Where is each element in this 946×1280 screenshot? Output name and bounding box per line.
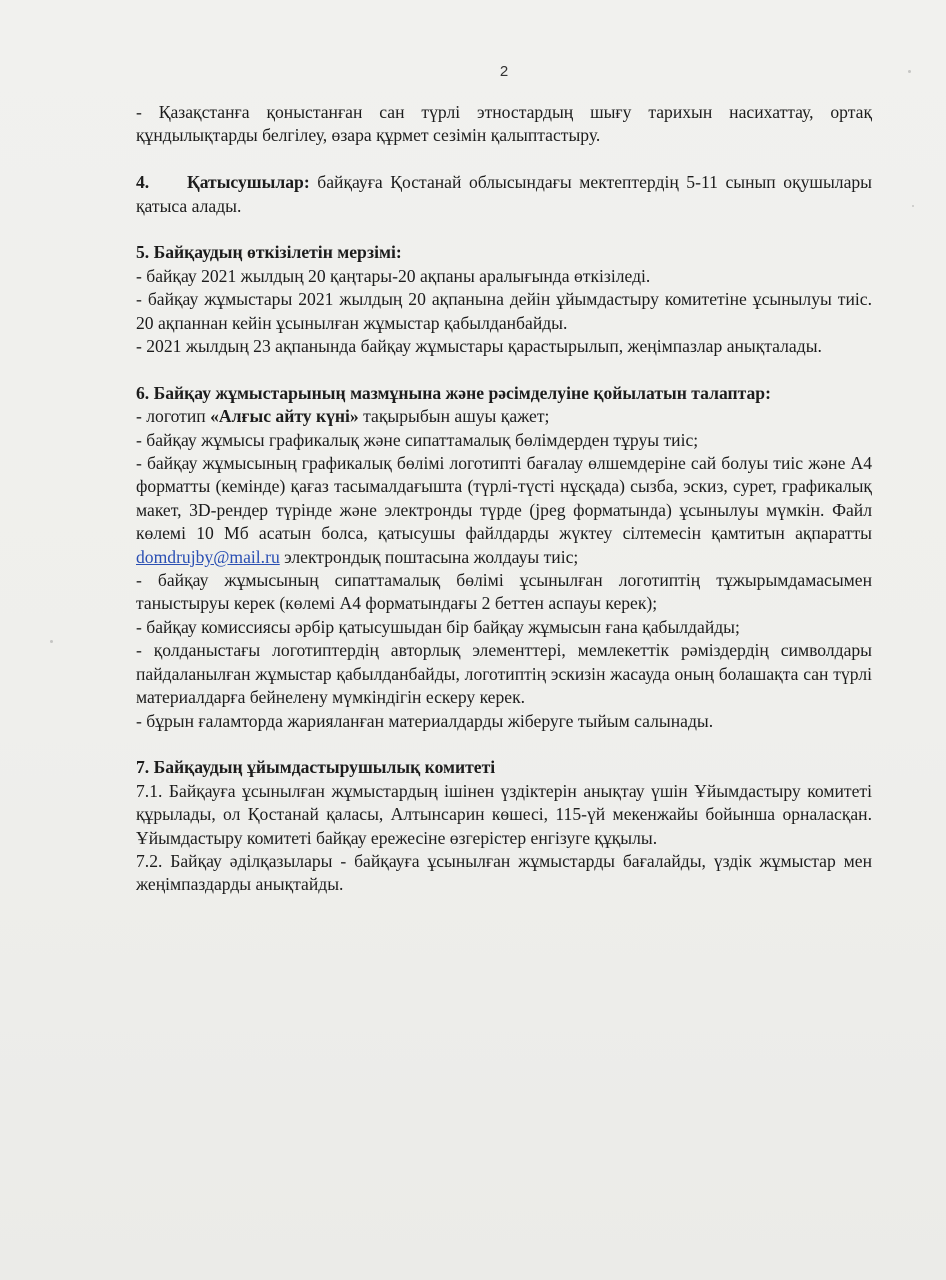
section-5-item: - 2021 жылдың 23 ақпанында байқау жұмыстары қарастырылып, жеңімпазлар анықталады.	[136, 336, 822, 357]
logo-item-theme: «Алғыс айту күні»	[210, 406, 359, 427]
section-6-graphic-item	[136, 452, 872, 569]
page-number: 2	[499, 63, 509, 80]
email-link[interactable]: domdrujby@mail.ru	[136, 546, 280, 567]
section-6-item: - байқау жұмысы графикалық және сипаттамалық бөлімдерден тұруы тиіс;	[136, 429, 699, 450]
section-5-item: - байқау 2021 жылдың 20 қаңтары-20 ақпаны аралығында өткізіледі.	[136, 265, 651, 286]
section-7-item: 7.2. Байқау әділқазылары - байқауға ұсынылған жұмыстарды бағалайды, үздік жұмыстар мен жеңімпаздарды анықтайды.	[136, 850, 872, 895]
logo-item-prefix: - логотип	[136, 406, 211, 427]
graphic-item-text: - байқау жұмысының графикалық бөлімі логотипті бағалау өлшемдеріне сай болуы тиіс және А4 форматты (кемінде) қағаз тасымалдағышта (түрлі-түсті нұсқада) сызба, эскиз, сурет, графикалық макет, 3D-рендер түрінде және электронды түрде (jpeg форматында) ұсынылуы мүмкін. Файл көлемі 10 Мб асатын болса, қатысушы файлдарды жүктеу сілтемесін қамтитын ақпаратты	[136, 453, 872, 544]
document-body	[136, 101, 872, 897]
section-6-item: - байқау жұмысының сипаттамалық бөлімі ұсынылған логотиптің тұжырымдамасымен таныстыруы керек (көлемі А4 форматындағы 2 беттен аспауы керек);	[136, 570, 872, 614]
section-7-item: 7.1. Байқауға ұсынылған жұмыстардың ішінен үздіктерін анықтау үшін Ұйымдастыру комитеті құрылады, ол Қостанай қаласы, Алтынсарин көшесі, 115-үй мекенжайы бойынша орналасқан. Ұйымдастыру комитеті байқау ережесіне өзгерістер енгізуге құқылы.	[136, 780, 872, 848]
section-4-text: байқауға Қостанай облысындағы мектептердің 5-11 сынып оқушылары қатыса алады.	[136, 172, 872, 216]
scan-speck	[50, 640, 53, 643]
scan-speck	[912, 205, 914, 207]
section-4-heading: Қатысушылар:	[186, 172, 310, 193]
graphic-item-text-end: электрондық поштасына жолдауы тиіс;	[279, 546, 579, 567]
logo-item-suffix: тақырыбын ашуы қажет;	[358, 406, 550, 427]
section-6-heading: 6. Байқау жұмыстарының мазмұнына және рәсімделуіне қойылатын талаптар:	[136, 382, 771, 403]
section-4-number: 4.	[136, 172, 150, 193]
section-6-item: - қолданыстағы логотиптердің авторлық элементтері, мемлекеттік рәміздердің символдары пайдаланылған жұмыстар қабылданбайды, логотиптің эскизін жасауда оның болашақта сан түрлі материалдарға бейнелену мүмкіндігін ескеру керек.	[136, 640, 872, 708]
section-4	[136, 171, 872, 218]
intro-item: - Қазақстанға қоныстанған сан түрлі этностардың шығу тарихын насихаттау, ортақ құндылықтарды белгілеу, өзара құрмет сезімін қалыптастыру.	[136, 102, 872, 146]
section-6-item: - байқау комиссиясы әрбір қатысушыдан бір байқау жұмысын ғана қабылдайды;	[136, 616, 740, 637]
section-6-item: - бұрын ғаламторда жарияланған материалдарды жіберуге тыйым салынады.	[136, 710, 714, 731]
section-5-heading: 5. Байқаудың өткізілетін мерзімі:	[136, 242, 402, 263]
section-7-heading: 7. Байқаудың ұйымдастырушылық комитеті	[136, 757, 496, 778]
section-6-logo-item	[136, 405, 872, 428]
section-5-item: - байқау жұмыстары 2021 жылдың 20 ақпанына дейін ұйымдастыру комитетіне ұсынылуы тиіс. 20 ақпаннан кейін ұсынылған жұмыстар қабылданбайды.	[136, 289, 872, 333]
